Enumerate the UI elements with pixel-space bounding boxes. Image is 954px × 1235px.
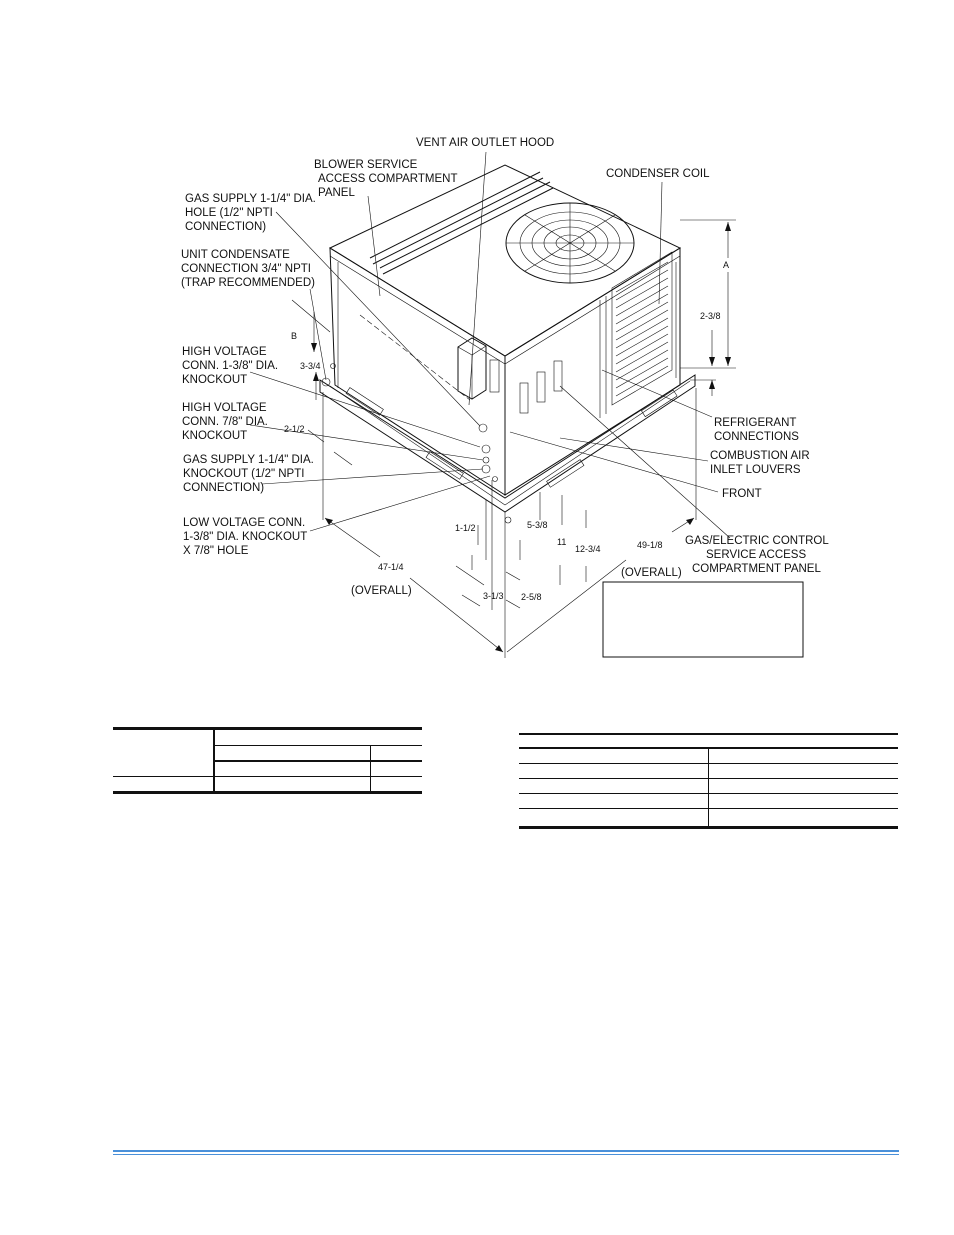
vent-hood-label: VENT AIR OUTLET HOOD xyxy=(416,137,555,149)
hv-large-label-line2: CONN. 1-3/8" DIA. xyxy=(182,360,279,372)
condenser-coil-label: CONDENSER COIL xyxy=(606,168,710,180)
overall-right-label: (OVERALL) xyxy=(621,567,682,579)
low-voltage-label-line1: LOW VOLTAGE CONN. xyxy=(183,517,306,529)
connection-knockouts xyxy=(322,364,511,524)
blower-label-line2: ACCESS COMPARTMENT xyxy=(318,173,458,185)
dim-2-5-8: 2-5/8 xyxy=(521,592,542,602)
hv-small-label-line2: CONN. 7/8" DIA. xyxy=(182,416,268,428)
table-row xyxy=(519,748,898,764)
dim-a: A xyxy=(723,260,730,270)
hv-large-label-line3: KNOCKOUT xyxy=(182,374,248,386)
gas-electric-label-line2: SERVICE ACCESS xyxy=(706,549,807,561)
dim-47-1-4: 47-1/4 xyxy=(378,562,404,572)
dim-49-1-8: 49-1/8 xyxy=(637,540,663,550)
dim-11: 11 xyxy=(557,537,567,547)
hv-small-label-line1: HIGH VOLTAGE xyxy=(182,402,267,414)
gas-knockout-label-line2: KNOCKOUT (1/2" NPTI xyxy=(183,468,305,480)
condenser-coil-panel xyxy=(600,252,672,418)
gas-knockout-label-line3: CONNECTION) xyxy=(183,482,265,494)
table-row xyxy=(113,761,422,777)
gas-supply-hole-label-line1: GAS SUPPLY 1-1/4" DIA. xyxy=(185,193,316,205)
footer-rule xyxy=(113,1150,899,1152)
gas-supply-hole-label-line2: HOLE (1/2" NPTI xyxy=(185,207,273,219)
combustion-label-line2: INLET LOUVERS xyxy=(710,464,801,476)
dim-3-3-4: 3-3/4 xyxy=(300,361,321,371)
condenser-fan-guard xyxy=(506,203,634,283)
combustion-air-louvers xyxy=(520,361,562,413)
low-voltage-label-line3: X 7/8" HOLE xyxy=(183,545,249,557)
dim-2-3-8: 2-3/8 xyxy=(700,311,721,321)
table-row xyxy=(519,794,898,809)
blower-label-line3: PANEL xyxy=(318,187,355,199)
dimension-table-left xyxy=(113,727,422,794)
front-label: FRONT xyxy=(722,488,762,500)
refrigerant-label-line1: REFRIGERANT xyxy=(714,417,797,429)
hv-small-label-line3: KNOCKOUT xyxy=(182,430,248,442)
dim-12-3-4: 12-3/4 xyxy=(575,544,601,554)
low-voltage-label-line2: 1-3/8" DIA. KNOCKOUT xyxy=(183,531,308,543)
dim-1-1-2: 1-1/2 xyxy=(455,523,476,533)
unit-body xyxy=(320,165,695,512)
dimension-labels xyxy=(284,260,729,602)
refrigerant-label-line2: CONNECTIONS xyxy=(714,431,799,443)
gas-electric-label-line1: GAS/ELECTRIC CONTROL xyxy=(685,535,829,547)
leader-lines xyxy=(250,152,730,538)
table-row xyxy=(519,764,898,779)
dim-b: B xyxy=(291,331,298,341)
top-vent-strips xyxy=(370,172,553,274)
dim-2-1-2: 2-1/2 xyxy=(284,424,305,434)
table-row xyxy=(113,729,422,746)
footer-rule-thin xyxy=(113,1154,899,1155)
combustion-label-line1: COMBUSTION AIR xyxy=(710,450,810,462)
hv-large-label-line1: HIGH VOLTAGE xyxy=(182,346,267,358)
table-row xyxy=(519,734,898,748)
condensate-label-line1: UNIT CONDENSATE xyxy=(181,249,290,261)
vent-air-outlet-hood xyxy=(458,338,499,399)
table-row xyxy=(113,777,422,793)
dim-5-3-8: 5-3/8 xyxy=(527,520,548,530)
condensate-label-line3: (TRAP RECOMMENDED) xyxy=(181,277,315,289)
note-box xyxy=(603,582,803,657)
table-row xyxy=(519,779,898,794)
table-row xyxy=(519,809,898,828)
overall-left-label: (OVERALL) xyxy=(351,585,412,597)
blower-label-line1: BLOWER SERVICE xyxy=(314,159,418,171)
gas-electric-label-line3: COMPARTMENT PANEL xyxy=(692,563,821,575)
condensate-label-line2: CONNECTION 3/4" NPTI xyxy=(181,263,311,275)
gas-supply-hole-label-line3: CONNECTION) xyxy=(185,221,267,233)
dim-3-1-3: 3-1/3 xyxy=(483,591,504,601)
dimension-table-right xyxy=(519,733,898,829)
gas-knockout-label-line1: GAS SUPPLY 1-1/4" DIA. xyxy=(183,454,314,466)
